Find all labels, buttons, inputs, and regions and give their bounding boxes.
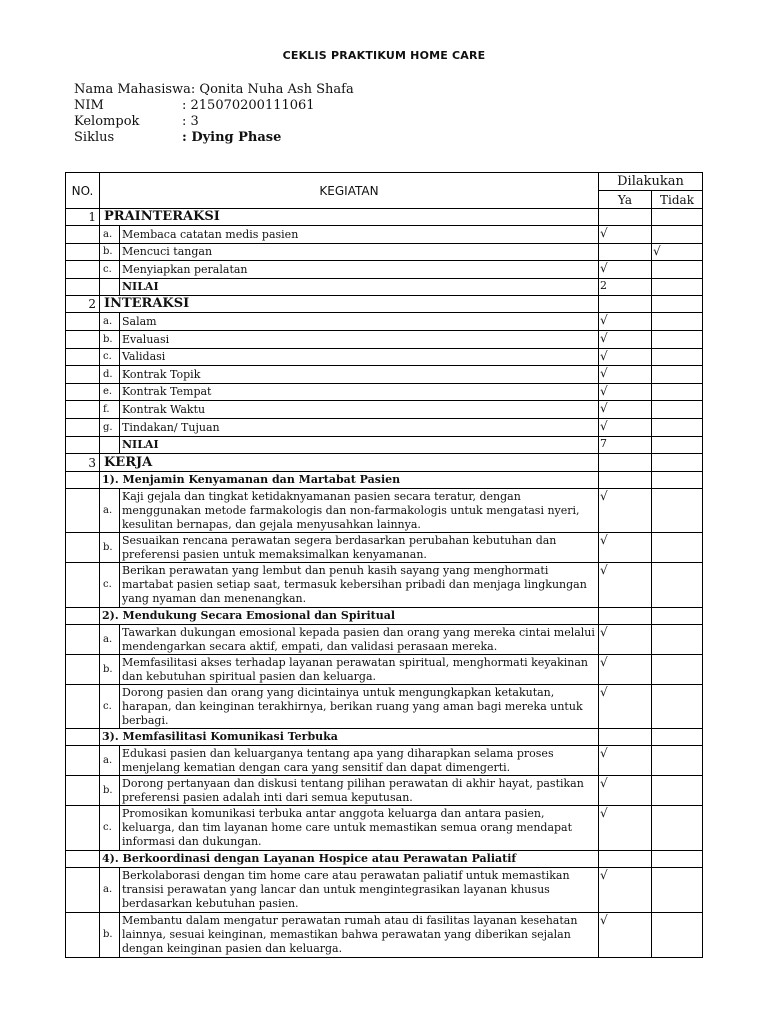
table-row: [66, 563, 703, 608]
siklus-label: Siklus: [74, 130, 115, 145]
item-letter: a.: [100, 489, 120, 533]
item-text: Membantu dalam mengatur perawatan rumah atau di fasilitas layanan kesehatan lainnya, sesuai keinginan, memastikan bahwa perawatan yang diberikan sejalan dengan keinginan pasien dan keluarga.: [120, 913, 599, 958]
table-row: [66, 533, 703, 563]
item-letter: c.: [100, 563, 120, 608]
ya-checkbox[interactable]: √: [599, 419, 652, 437]
nama-label: Nama Mahasiswa: [74, 82, 191, 97]
table-row: [66, 313, 703, 331]
item-text: Menyiapkan peralatan: [120, 261, 599, 279]
col-tidak-header: Tidak: [652, 191, 703, 209]
subsection-title: 4). Berkoordinasi dengan Layanan Hospice atau Perawatan Paliatif: [100, 851, 599, 868]
item-text: Evaluasi: [120, 331, 599, 349]
kelompok-value: : 3: [182, 114, 199, 129]
ya-checkbox[interactable]: √: [599, 384, 652, 401]
table-row: [66, 776, 703, 806]
section-number: 1: [66, 209, 100, 226]
ya-checkbox[interactable]: √: [599, 226, 652, 244]
ya-checkbox[interactable]: √: [599, 913, 652, 958]
section-row: [66, 296, 703, 313]
ya-checkbox[interactable]: √: [599, 776, 652, 806]
tidak-checkbox[interactable]: [652, 563, 703, 608]
table-row: [66, 244, 703, 261]
item-text: Edukasi pasien dan keluarganya tentang apa yang diharapkan selama proses menjelang kematian dengan cara yang sensitif dan dapat dimengerti.: [120, 746, 599, 776]
item-letter: b.: [100, 655, 120, 685]
item-text: Berikan perawatan yang lembut dan penuh kasih sayang yang menghormati martabat pasien setiap saat, termasuk kebersihan pribadi dan menjaga lingkungan yang nyaman dan menenangkan.: [120, 563, 599, 608]
nilai-value[interactable]: 2: [599, 279, 652, 296]
ya-checkbox[interactable]: √: [599, 806, 652, 851]
item-letter: c.: [100, 806, 120, 851]
nim-label: NIM: [74, 98, 104, 113]
item-text: Sesuaikan rencana perawatan segera berdasarkan perubahan kebutuhan dan preferensi pasien untuk memaksimalkan kenyamanan.: [120, 533, 599, 563]
ya-checkbox[interactable]: √: [599, 331, 652, 349]
tidak-checkbox[interactable]: [652, 419, 703, 437]
tidak-checkbox[interactable]: √: [652, 244, 703, 261]
ya-checkbox[interactable]: √: [599, 261, 652, 279]
item-text: Promosikan komunikasi terbuka antar anggota keluarga dan antara pasien, keluarga, dan tim layanan home care untuk memastikan semua orang mendapat informasi dan dukungan.: [120, 806, 599, 851]
item-letter: c.: [100, 261, 120, 279]
tidak-checkbox[interactable]: [652, 401, 703, 419]
tidak-checkbox[interactable]: [652, 366, 703, 384]
ya-checkbox[interactable]: √: [599, 655, 652, 685]
subsection-row: [66, 472, 703, 489]
info-nama: [74, 81, 354, 98]
item-text: Tawarkan dukungan emosional kepada pasien dan orang yang mereka cintai melalui mendengarkan secara aktif, empati, dan validasi perasaan mereka.: [120, 625, 599, 655]
ya-checkbox[interactable]: √: [599, 625, 652, 655]
table-row: [66, 685, 703, 729]
section-number: 3: [66, 454, 100, 472]
info-siklus: [74, 129, 281, 146]
tidak-checkbox[interactable]: [652, 489, 703, 533]
section-title: PRAINTERAKSI: [100, 209, 599, 226]
table-row: [66, 489, 703, 533]
page-title: CEKLIS PRAKTIKUM HOME CARE: [282, 49, 486, 62]
tidak-checkbox[interactable]: [652, 226, 703, 244]
tidak-checkbox[interactable]: [652, 331, 703, 349]
ya-checkbox[interactable]: √: [599, 563, 652, 608]
subsection-title: 2). Mendukung Secara Emosional dan Spiritual: [100, 608, 599, 625]
item-letter: b.: [100, 533, 120, 563]
subsection-title: 1). Menjamin Kenyamanan dan Martabat Pasien: [100, 472, 599, 489]
subsection-row: [66, 729, 703, 746]
info-kelompok: [74, 113, 199, 130]
table-row: [66, 806, 703, 851]
col-dilakukan-header: Dilakukan: [599, 173, 703, 191]
item-letter: a.: [100, 625, 120, 655]
section-row: [66, 454, 703, 472]
table-row: [66, 261, 703, 279]
table-row: [66, 366, 703, 384]
item-text: Membaca catatan medis pasien: [120, 226, 599, 244]
item-letter: c.: [100, 685, 120, 729]
item-text: Kontrak Waktu: [120, 401, 599, 419]
tidak-checkbox[interactable]: [652, 313, 703, 331]
item-text: Dorong pertanyaan dan diskusi tentang pilihan perawatan di akhir hayat, pastikan preferensi pasien adalah inti dari semua keputusan.: [120, 776, 599, 806]
item-letter: f.: [100, 401, 120, 419]
table-row: [66, 419, 703, 437]
table-row: [66, 384, 703, 401]
table-row: [66, 868, 703, 913]
subsection-title: 3). Memfasilitasi Komunikasi Terbuka: [100, 729, 599, 746]
ya-checkbox[interactable]: √: [599, 868, 652, 913]
item-letter: d.: [100, 366, 120, 384]
item-text: Kontrak Tempat: [120, 384, 599, 401]
item-text: Dorong pasien dan orang yang dicintainya untuk mengungkapkan ketakutan, harapan, dan keinginan terakhirnya, berikan ruang yang aman bagi mereka untuk berbagi.: [120, 685, 599, 729]
section-title: KERJA: [100, 454, 599, 472]
col-ya-header: Ya: [599, 191, 652, 209]
col-no-header: NO.: [66, 173, 100, 209]
tidak-checkbox[interactable]: [652, 349, 703, 366]
item-text: Kaji gejala dan tingkat ketidaknyamanan pasien secara teratur, dengan menggunakan metode farmakologis dan non-farmakologis untuk mengatasi nyeri, kesulitan bernapas, dan gejala menyusahkan lainnya.: [120, 489, 599, 533]
item-letter: a.: [100, 746, 120, 776]
ya-checkbox[interactable]: √: [599, 489, 652, 533]
item-text: Salam: [120, 313, 599, 331]
table-row: [66, 746, 703, 776]
item-letter: a.: [100, 868, 120, 913]
item-text: Memfasilitasi akses terhadap layanan perawatan spiritual, menghormati keyakinan dan kebutuhan spiritual pasien dan keluarga.: [120, 655, 599, 685]
section-number: 2: [66, 296, 100, 313]
ya-checkbox[interactable]: [599, 244, 652, 261]
ya-checkbox[interactable]: √: [599, 349, 652, 366]
table-row: [66, 655, 703, 685]
kelompok-label: Kelompok: [74, 114, 140, 129]
item-letter: e.: [100, 384, 120, 401]
item-letter: b.: [100, 331, 120, 349]
tidak-checkbox[interactable]: [652, 533, 703, 563]
col-kegiatan-header: KEGIATAN: [100, 173, 599, 209]
section-row: [66, 209, 703, 226]
tidak-checkbox[interactable]: [652, 655, 703, 685]
subsection-row: [66, 608, 703, 625]
item-text: Berkolaborasi dengan tim home care atau perawatan paliatif untuk memastikan transisi perawatan yang lancar dan untuk mengintegrasikan layanan khusus berdasarkan kebutuhan pasien.: [120, 868, 599, 913]
ya-checkbox[interactable]: √: [599, 401, 652, 419]
table-row: [66, 349, 703, 366]
item-letter: a.: [100, 226, 120, 244]
ya-checkbox[interactable]: √: [599, 313, 652, 331]
tidak-checkbox[interactable]: [652, 261, 703, 279]
item-letter: b.: [100, 913, 120, 958]
tidak-checkbox[interactable]: [652, 685, 703, 729]
nim-value: : 215070200111061: [182, 98, 315, 113]
tidak-checkbox[interactable]: [652, 868, 703, 913]
item-letter: c.: [100, 349, 120, 366]
checklist-table: [65, 172, 703, 958]
nilai-label: NILAI: [120, 279, 599, 296]
tidak-checkbox[interactable]: [652, 806, 703, 851]
table-row: [66, 226, 703, 244]
tidak-checkbox[interactable]: [652, 384, 703, 401]
item-letter: a.: [100, 313, 120, 331]
table-row: [66, 401, 703, 419]
section-title: INTERAKSI: [100, 296, 599, 313]
item-letter: b.: [100, 776, 120, 806]
table-row: [66, 913, 703, 958]
subsection-row: [66, 851, 703, 868]
tidak-checkbox[interactable]: [652, 776, 703, 806]
item-text: Mencuci tangan: [120, 244, 599, 261]
item-text: Tindakan/ Tujuan: [120, 419, 599, 437]
item-letter: b.: [100, 244, 120, 261]
nama-value: : Qonita Nuha Ash Shafa: [190, 82, 354, 97]
siklus-value: : Dying Phase: [182, 130, 282, 145]
nilai-label: NILAI: [120, 437, 599, 454]
item-text: Validasi: [120, 349, 599, 366]
info-nim: [74, 97, 315, 114]
nilai-row: [66, 437, 703, 454]
tidak-checkbox[interactable]: [652, 746, 703, 776]
ya-checkbox[interactable]: √: [599, 685, 652, 729]
ya-checkbox[interactable]: √: [599, 533, 652, 563]
tidak-checkbox[interactable]: [652, 625, 703, 655]
ya-checkbox[interactable]: √: [599, 366, 652, 384]
table-row: [66, 625, 703, 655]
item-text: Kontrak Topik: [120, 366, 599, 384]
nilai-value[interactable]: 7: [599, 437, 652, 454]
table-row: [66, 331, 703, 349]
item-letter: g.: [100, 419, 120, 437]
nilai-row: [66, 279, 703, 296]
ya-checkbox[interactable]: √: [599, 746, 652, 776]
tidak-checkbox[interactable]: [652, 913, 703, 958]
